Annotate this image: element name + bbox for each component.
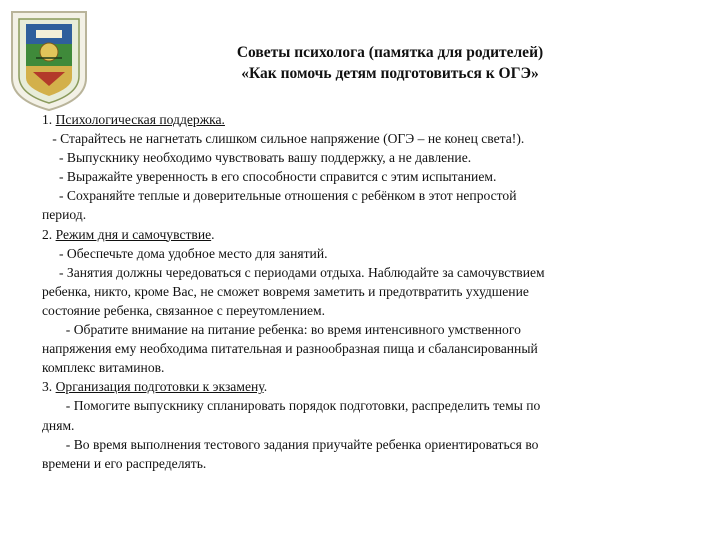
list-item: - Старайтесь не нагнетать слишком сильное напряжение (ОГЭ – не конец света!). [42,131,525,147]
section-2-heading [42,225,682,244]
memo-body [42,110,682,473]
list-item: - Выпускнику необходимо чувствовать вашу поддержку, а не давление. [42,150,472,166]
section-1-heading [42,110,682,129]
list-item: - Помогите выпускнику спланировать порядок подготовки, распределить темы по [42,398,541,414]
list-item: ребенка, никто, кроме Вас, не сможет вовремя заметить и предотвратить ухудшение [42,283,529,299]
list-item: состояние ребенка, связанное с переутомлением. [42,302,326,318]
school-emblem-icon [6,8,92,112]
section-number: 1. [42,112,56,127]
list-item: времени и его распределять. [42,455,207,471]
section-number: 2. [42,226,56,242]
title-line-1: Советы психолога (памятка для родителей) [236,44,544,61]
list-item: - Обратите внимание на питание ребенка: во время интенсивного умственного [42,322,521,338]
section-title: Режим дня и самочувствие [55,226,212,242]
list-item: комплекс витаминов. [42,360,165,376]
section-number: 3. [42,379,56,395]
list-item: - Во время выполнения тестового задания приучайте ребенка ориентироваться во [42,436,539,452]
section-title-suffix: . [263,379,268,395]
list-item: - Обеспечьте дома удобное место для занятий. [42,245,328,261]
list-item: - Выражайте уверенность в его способности справится с этим испытанием. [42,169,497,185]
list-item: - Занятия должны чередоваться с периодами отдыха. Наблюдайте за самочувствием [42,264,545,280]
title-line-2: «Как помочь детям подготовиться к ОГЭ» [241,65,539,82]
section-3-heading [42,377,682,396]
section-title: Психологическая поддержка. [55,112,225,127]
list-item: напряжения ему необходима питательная и разнообразная пища и сбалансированный [42,341,538,357]
list-item: период. [42,207,87,223]
list-item: - Сохраняйте теплые и доверительные отношения с ребёнком в этот непростой [42,188,517,204]
list-item: дням. [42,417,75,433]
section-title-suffix: . [211,226,215,242]
section-title: Организация подготовки к экзамену [55,379,264,395]
page-title [110,42,670,84]
